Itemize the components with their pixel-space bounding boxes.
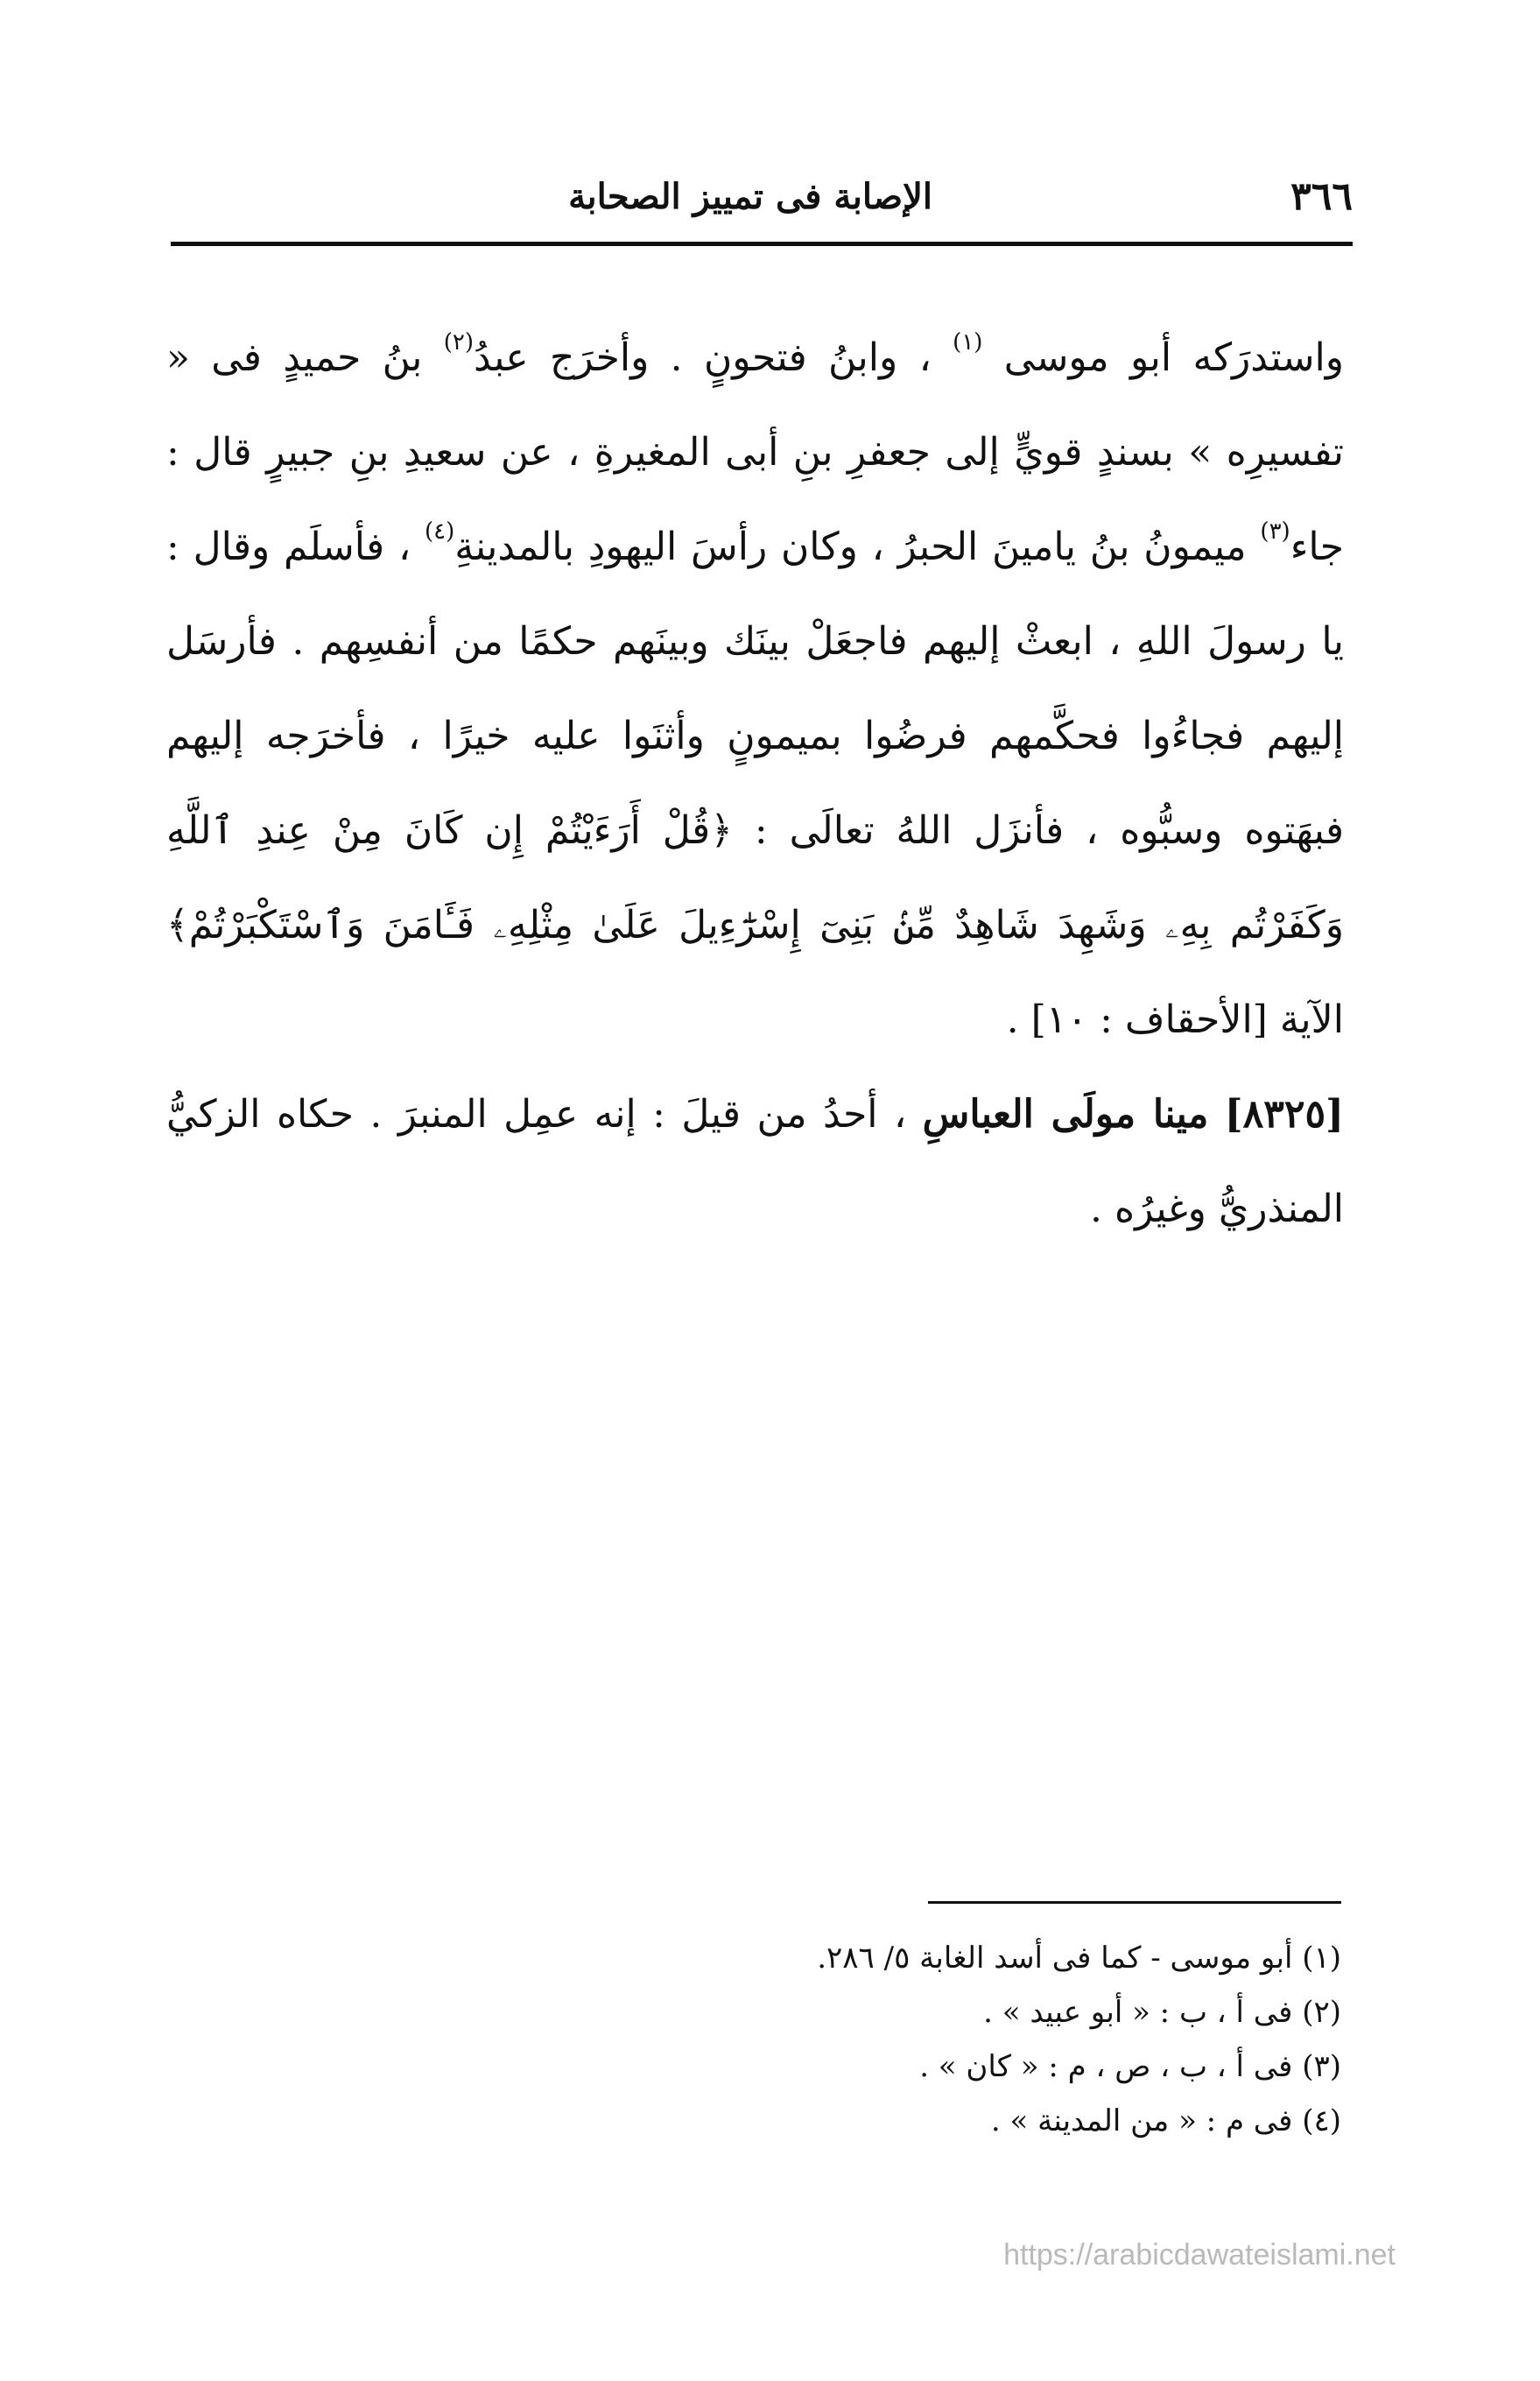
text-segment: ، وابنُ فتحونٍ . وأخرَج عبدُ xyxy=(474,335,932,380)
text-segment: بنُ حميدٍ فى « تفسيرِه » بسندٍ قويٍّ إلى جعفرِ بنِ أبى المغيرةِ ، عن سعيدِ بنِ جبيرٍ قال : جاء xyxy=(166,335,1344,569)
paragraph-entry-8325 xyxy=(166,1067,1344,1257)
footnote-ref-3[interactable]: (٣) xyxy=(1260,518,1290,545)
running-title: الإصابة فى تمييز الصحابة xyxy=(568,176,932,217)
footnotes xyxy=(613,1931,1341,2148)
header-divider xyxy=(171,242,1353,246)
page-number: ٣٦٦ xyxy=(1290,174,1353,219)
footnote-divider xyxy=(928,1901,1341,1904)
footnote-2: (٢) فى أ ، ب : « أبو عبيد » . xyxy=(983,1995,1341,2030)
text-segment: واستدرَكه أبو موسى xyxy=(1003,335,1344,380)
quran-verse: ﴿قُلْ أَرَءَيْتُمْ إِن كَانَ مِنْ عِندِ ٱللَّهِ وَكَفَرْتُم بِهِۦ وَشَهِدَ شَاهِدٌ مِّنۢ بَنِىٓ إِسْرَٰٓءِيلَ عَلَىٰ مِثْلِهِۦ فَـَٔامَنَ وَٱسْتَكْبَرْتُمْ﴾ xyxy=(166,808,1344,947)
entry-name: مينا مولَى العباسِ xyxy=(922,1092,1209,1137)
footnote-ref-2[interactable]: (٢) xyxy=(443,329,474,356)
footnote-3: (٣) فى أ ، ب ، ص ، م : « كان » . xyxy=(919,2049,1341,2084)
text-segment: ، أحدُ من قيلَ : إنه عمِل المنبرَ . حكاه الزكيُّ المنذريُّ وغيرُه . xyxy=(166,1092,1344,1231)
text-segment: ميمونُ بنُ يامينَ الحبرُ ، وكان رأسَ اليهودِ بالمدينةِ xyxy=(454,525,1247,569)
watermark-url: https://arabicdawateislami.net xyxy=(1003,2238,1396,2272)
text-segment: الآية xyxy=(1279,997,1344,1042)
page-header xyxy=(171,166,1353,228)
footnote-4: (٤) فى م : « من المدينة » . xyxy=(990,2103,1341,2138)
text-segment: ، فأسلَم وقال : يا رسولَ اللهِ ، ابعثْ إليهم فاجعَلْ بينَك وبينَهم حكمًا من أنفسِهم . فأرسَل إليهم فجاءُوا فحكَّمهم فرضُوا بميمونٍ وأثنَوا عليه خيرًا ، فأخرَجه إليهم فبهَتوه وسبُّوه ، فأنزَل اللهُ تعالَى : xyxy=(166,525,1344,853)
footnote-ref-1[interactable]: (١) xyxy=(953,329,983,356)
footnote-1: (١) أبو موسى - كما فى أسد الغابة ٥/ ٢٨٦. xyxy=(817,1941,1341,1976)
surah-citation: [الأحقاف : ١٠] . xyxy=(1006,997,1268,1042)
paragraph-entry-8324-continuation xyxy=(166,311,1344,1067)
footnote-ref-4[interactable]: (٤) xyxy=(424,518,455,545)
main-text xyxy=(166,311,1344,1257)
entry-number: [٨٣٢٥] xyxy=(1224,1092,1344,1137)
